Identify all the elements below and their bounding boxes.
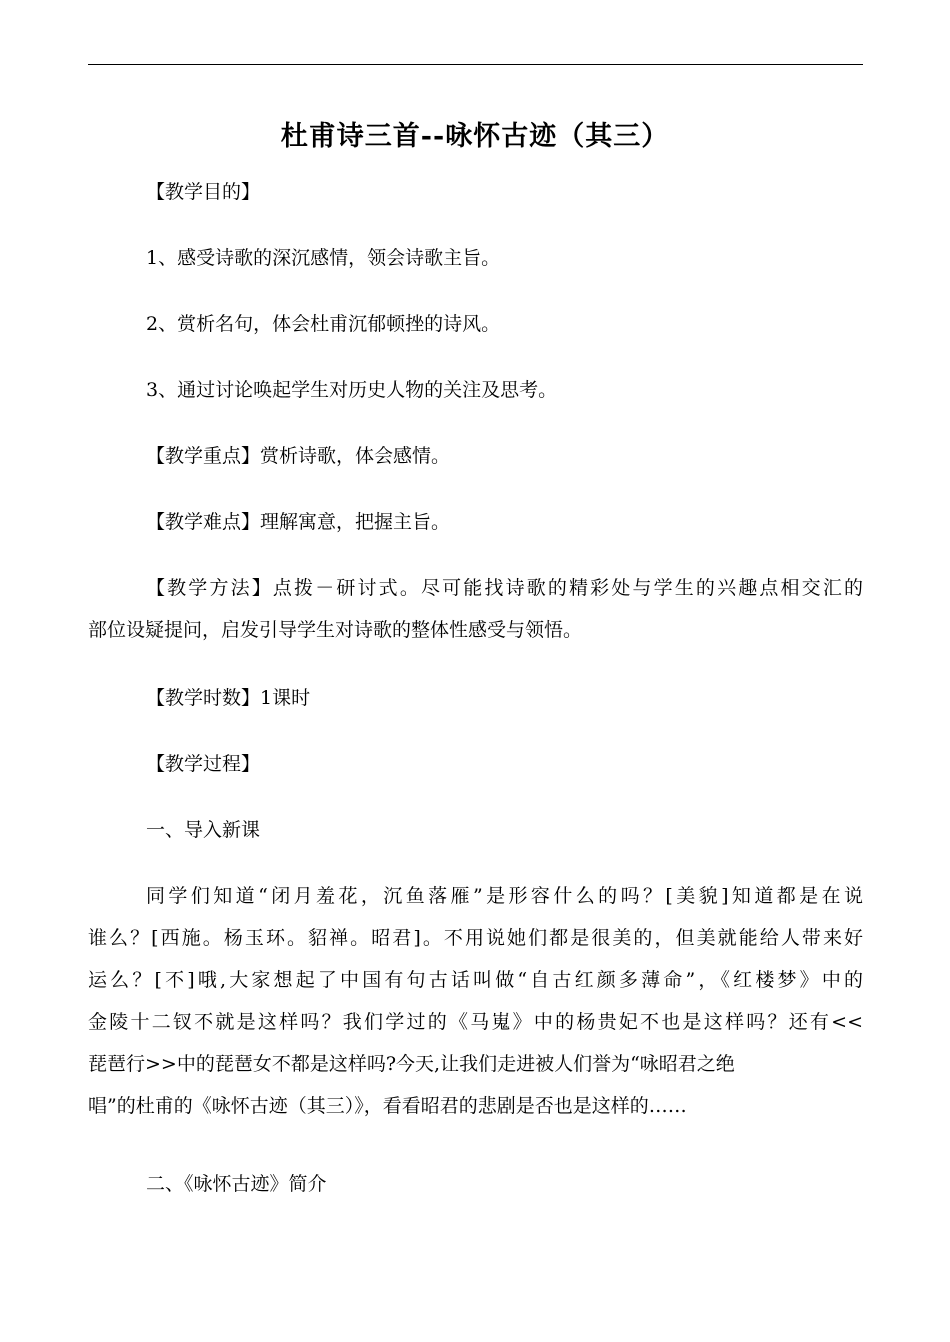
teaching-hours: 【教学时数】1课时 [146, 687, 311, 709]
intro-paragraph [88, 885, 863, 1118]
intro-line-5: 琵琶行>>中的琵琶女不都是这样吗?今天,让我们走进被人们誉为“咏昭君之绝 [88, 1053, 735, 1075]
intro-line-6: 唱”的杜甫的《咏怀古迹（其三）》，看看昭君的悲剧是否也是这样的…… [88, 1095, 687, 1117]
method-line-1: 【教学方法】点拨－研讨式。尽可能找诗歌的精彩处与学生的兴趣点相交汇的 [146, 577, 863, 599]
difficulty: 【教学难点】理解寓意，把握主旨。 [146, 511, 451, 533]
intro-line-1: 同学们知道“闭月羞花，沉鱼落雁”是形容什么的吗？[美貌]知道都是在说 [146, 885, 863, 907]
method-line-2: 部位设疑提问，启发引导学生对诗歌的整体性感受与领悟。 [88, 619, 583, 641]
key-point: 【教学重点】赏析诗歌，体会感情。 [146, 445, 451, 467]
header-rule [88, 64, 863, 65]
objectives-heading: 【教学目的】 [146, 181, 261, 203]
document-title: 杜甫诗三首--咏怀古迹（其三） [280, 121, 670, 152]
intro-line-3: 运么？[不]哦,大家想起了中国有句古话叫做“自古红颜多薄命”，《红楼梦》中的 [88, 969, 863, 991]
objective-1: 1、感受诗歌的深沉感情，领会诗歌主旨。 [146, 247, 501, 269]
method-paragraph [88, 577, 863, 642]
intro-line-2: 谁么？[西施。杨玉环。貂禅。昭君]。不用说她们都是很美的，但美就能给人带来好 [88, 927, 863, 949]
intro-line-4: 金陵十二钗不就是这样吗？我们学过的《马嵬》中的杨贵妃不也是这样吗？还有<< [88, 1011, 863, 1033]
section-2-heading: 二、《咏怀古迹》简介 [146, 1173, 327, 1195]
objective-3: 3、通过讨论唤起学生对历史人物的关注及思考。 [146, 379, 558, 401]
objective-2: 2、赏析名句，体会杜甫沉郁顿挫的诗风。 [146, 313, 501, 335]
section-1-heading: 一、导入新课 [146, 819, 261, 841]
process-heading: 【教学过程】 [146, 753, 261, 775]
